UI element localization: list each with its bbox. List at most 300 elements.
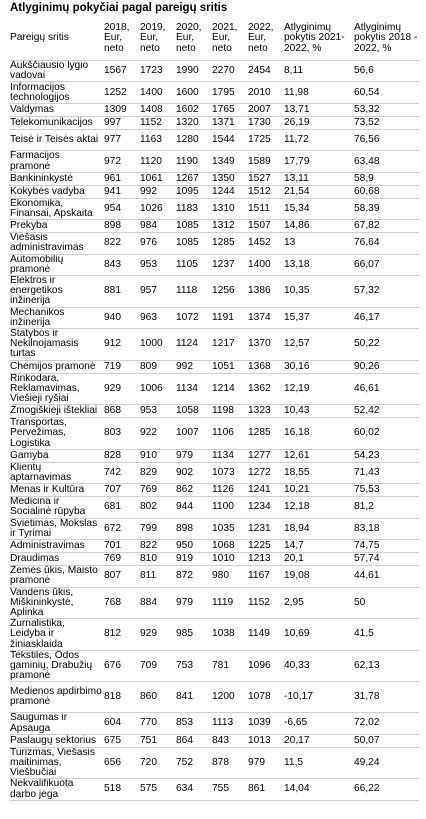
value-2019-cell: 829 xyxy=(139,462,175,483)
value-2022-cell: 1167 xyxy=(247,566,283,587)
change-2021-2022-cell: 18,55 xyxy=(283,462,353,483)
change-2018-2022-cell: 56,6 xyxy=(353,61,419,82)
header-2018: 2018, Eur, neto xyxy=(104,22,130,54)
salary-change-table xyxy=(9,17,419,801)
value-2021-cell: 1312 xyxy=(211,220,247,233)
change-2021-2022-cell: 20,17 xyxy=(283,734,353,747)
value-2018-cell: 881 xyxy=(103,276,139,308)
change-2021-2022-cell: 11,98 xyxy=(283,82,353,104)
table-row xyxy=(9,747,419,779)
value-2018-cell: 868 xyxy=(103,405,139,418)
value-2021-cell: 1035 xyxy=(211,518,247,539)
value-2020-cell: 1124 xyxy=(175,329,211,361)
value-2019-cell: 1061 xyxy=(139,172,175,185)
value-2019-cell: 953 xyxy=(139,405,175,418)
change-2021-2022-cell: 8,11 xyxy=(283,61,353,82)
value-2019-cell: 720 xyxy=(139,747,175,779)
value-2018-cell: 941 xyxy=(103,185,139,198)
value-2019-cell: 575 xyxy=(139,779,175,800)
value-2018-cell: 681 xyxy=(103,497,139,518)
table-row xyxy=(9,619,419,651)
value-2020-cell: 1267 xyxy=(175,172,211,185)
value-2019-cell: 1152 xyxy=(139,117,175,130)
value-2022-cell: 1152 xyxy=(247,587,283,619)
change-2018-2022-cell: 54,23 xyxy=(353,449,419,462)
change-2018-2022-cell: 52,42 xyxy=(353,405,419,418)
value-2022-cell: 1370 xyxy=(247,329,283,361)
change-2021-2022-cell: 16,18 xyxy=(283,418,353,450)
table-row xyxy=(9,484,419,497)
value-2020-cell: 979 xyxy=(175,587,211,619)
sector-cell: Tekstilės, Odos gaminių, Drabužių pramonė xyxy=(9,650,103,682)
value-2022-cell: 2007 xyxy=(247,104,283,117)
value-2022-cell: 1527 xyxy=(247,172,283,185)
change-2021-2022-cell: 13,71 xyxy=(283,104,353,117)
sector-cell: Rinkodara, Reklamavimas, Viešieji ryšiai xyxy=(9,373,103,405)
header-2019: 2019, Eur, neto xyxy=(140,22,166,54)
table-row xyxy=(9,779,419,800)
value-2021-cell: 1068 xyxy=(211,540,247,553)
change-2018-2022-cell: 58,9 xyxy=(353,172,419,185)
value-2018-cell: 803 xyxy=(103,418,139,450)
value-2020-cell: 872 xyxy=(175,566,211,587)
sector-cell: Kokybės vadyba xyxy=(9,185,103,198)
change-2021-2022-cell: 11,5 xyxy=(283,747,353,779)
value-2019-cell: 953 xyxy=(139,254,175,275)
table-row xyxy=(9,61,419,82)
change-2021-2022-cell: 11,72 xyxy=(283,130,353,151)
table-row xyxy=(9,329,419,361)
sector-cell: Elektros ir energetikos inžinerija xyxy=(9,276,103,308)
table-row xyxy=(9,104,419,117)
value-2020-cell: 898 xyxy=(175,518,211,539)
change-2021-2022-cell: 10,43 xyxy=(283,405,353,418)
change-2021-2022-cell: 2,95 xyxy=(283,587,353,619)
value-2019-cell: 1400 xyxy=(139,82,175,104)
change-2021-2022-cell: 18,94 xyxy=(283,518,353,539)
table-row xyxy=(9,734,419,747)
value-2021-cell: 1106 xyxy=(211,418,247,450)
value-2021-cell: 1256 xyxy=(211,276,247,308)
value-2019-cell: 810 xyxy=(139,553,175,566)
header-change-2021-2022: Atlyginimų pokytis 2021-2022, % xyxy=(284,22,345,54)
change-2018-2022-cell: 63,48 xyxy=(353,151,419,172)
table-row xyxy=(9,307,419,328)
value-2020-cell: 1085 xyxy=(175,233,211,254)
table-row xyxy=(9,233,419,254)
change-2021-2022-cell: 12,19 xyxy=(283,373,353,405)
change-2018-2022-cell: 44,61 xyxy=(353,566,419,587)
sector-cell: Medienos apdirbimo pramonė xyxy=(9,682,103,713)
value-2022-cell: 1512 xyxy=(247,185,283,198)
value-2021-cell: 755 xyxy=(211,779,247,800)
change-2021-2022-cell: 14,7 xyxy=(283,540,353,553)
value-2020-cell: 1320 xyxy=(175,117,211,130)
value-2018-cell: 843 xyxy=(103,254,139,275)
value-2020-cell: 1600 xyxy=(175,82,211,104)
change-2018-2022-cell: 83,18 xyxy=(353,518,419,539)
change-2018-2022-cell: 67,82 xyxy=(353,220,419,233)
value-2021-cell: 1191 xyxy=(211,307,247,328)
value-2022-cell: 1225 xyxy=(247,540,283,553)
value-2018-cell: 828 xyxy=(103,449,139,462)
value-2018-cell: 675 xyxy=(103,734,139,747)
sector-cell: Bankininkystė xyxy=(9,172,103,185)
value-2022-cell: 2454 xyxy=(247,61,283,82)
sector-cell: Saugumas ir Apsauga xyxy=(9,713,103,734)
sector-cell: Farmacijos pramonė xyxy=(9,151,103,172)
value-2019-cell: 992 xyxy=(139,185,175,198)
table-row xyxy=(9,373,419,405)
value-2020-cell: 950 xyxy=(175,540,211,553)
change-2018-2022-cell: 60,54 xyxy=(353,82,419,104)
value-2021-cell: 1349 xyxy=(211,151,247,172)
value-2022-cell: 1511 xyxy=(247,198,283,219)
value-2018-cell: 672 xyxy=(103,518,139,539)
value-2021-cell: 1073 xyxy=(211,462,247,483)
value-2022-cell: 1400 xyxy=(247,254,283,275)
value-2020-cell: 864 xyxy=(175,734,211,747)
change-2018-2022-cell: 58,39 xyxy=(353,198,419,219)
change-2018-2022-cell: 75,53 xyxy=(353,484,419,497)
sector-cell: Administravimas xyxy=(9,540,103,553)
change-2021-2022-cell: 12,18 xyxy=(283,497,353,518)
value-2021-cell: 1038 xyxy=(211,619,247,651)
sector-cell: Statybos ir Nekilnojamasis turtas xyxy=(9,329,103,361)
value-2018-cell: 719 xyxy=(103,360,139,373)
change-2021-2022-cell: 13,18 xyxy=(283,254,353,275)
change-2021-2022-cell: 14,86 xyxy=(283,220,353,233)
change-2018-2022-cell: 41,5 xyxy=(353,619,419,651)
change-2018-2022-cell: 71,43 xyxy=(353,462,419,483)
sector-cell: Turizmas, Viešasis maitinimas, Viešbučiai xyxy=(9,747,103,779)
sector-cell: Viešasis administravimas xyxy=(9,233,103,254)
value-2021-cell: 1134 xyxy=(211,449,247,462)
table-body xyxy=(9,61,419,801)
header-row xyxy=(9,17,419,61)
change-2021-2022-cell: 19,08 xyxy=(283,566,353,587)
value-2019-cell: 1026 xyxy=(139,198,175,219)
value-2020-cell: 1602 xyxy=(175,104,211,117)
value-2021-cell: 1350 xyxy=(211,172,247,185)
sector-cell: Informacijos technologijos xyxy=(9,82,103,104)
value-2020-cell: 919 xyxy=(175,553,211,566)
value-2020-cell: 841 xyxy=(175,682,211,713)
value-2021-cell: 1010 xyxy=(211,553,247,566)
value-2018-cell: 912 xyxy=(103,329,139,361)
change-2018-2022-cell: 62,13 xyxy=(353,650,419,682)
value-2018-cell: 954 xyxy=(103,198,139,219)
value-2021-cell: 1051 xyxy=(211,360,247,373)
table-row xyxy=(9,172,419,185)
change-2018-2022-cell: 50 xyxy=(353,587,419,619)
change-2021-2022-cell: 21,54 xyxy=(283,185,353,198)
sector-cell: Automobilių pramonė xyxy=(9,254,103,275)
value-2020-cell: 1990 xyxy=(175,61,211,82)
table-row xyxy=(9,449,419,462)
sector-cell: Medicina ir Socialinė rūpyba xyxy=(9,497,103,518)
value-2021-cell: 878 xyxy=(211,747,247,779)
sector-cell: Teisė ir Teisės aktai xyxy=(9,130,103,151)
sector-cell: Ekonomika, Finansai, Apskaita xyxy=(9,198,103,219)
value-2021-cell: 1214 xyxy=(211,373,247,405)
change-2021-2022-cell: 15,37 xyxy=(283,307,353,328)
sector-cell: Menas ir Kultūra xyxy=(9,484,103,497)
change-2021-2022-cell: 15,34 xyxy=(283,198,353,219)
sector-cell: Prekyba xyxy=(9,220,103,233)
value-2019-cell: 963 xyxy=(139,307,175,328)
sector-cell: Žmogiškieji ištekliai xyxy=(9,405,103,418)
value-2018-cell: 604 xyxy=(103,713,139,734)
change-2018-2022-cell: 73,52 xyxy=(353,117,419,130)
value-2020-cell: 1085 xyxy=(175,220,211,233)
value-2020-cell: 902 xyxy=(175,462,211,483)
value-2021-cell: 1795 xyxy=(211,82,247,104)
value-2021-cell: 1544 xyxy=(211,130,247,151)
change-2021-2022-cell: 10,21 xyxy=(283,484,353,497)
value-2018-cell: 977 xyxy=(103,130,139,151)
value-2022-cell: 1277 xyxy=(247,449,283,462)
value-2019-cell: 811 xyxy=(139,566,175,587)
change-2018-2022-cell: 53,32 xyxy=(353,104,419,117)
value-2018-cell: 818 xyxy=(103,682,139,713)
header-sector: Pareigų sritis xyxy=(10,32,69,44)
value-2021-cell: 1126 xyxy=(211,484,247,497)
change-2018-2022-cell: 50,22 xyxy=(353,329,419,361)
table-row xyxy=(9,682,419,713)
value-2020-cell: 944 xyxy=(175,497,211,518)
value-2020-cell: 1280 xyxy=(175,130,211,151)
value-2018-cell: 707 xyxy=(103,484,139,497)
change-2018-2022-cell: 57,74 xyxy=(353,553,419,566)
change-2018-2022-cell: 66,22 xyxy=(353,779,419,800)
table-row xyxy=(9,566,419,587)
table-row xyxy=(9,650,419,682)
value-2021-cell: 1237 xyxy=(211,254,247,275)
value-2018-cell: 742 xyxy=(103,462,139,483)
value-2022-cell: 1013 xyxy=(247,734,283,747)
value-2021-cell: 1100 xyxy=(211,497,247,518)
table-row xyxy=(9,462,419,483)
value-2022-cell: 1725 xyxy=(247,130,283,151)
value-2021-cell: 1244 xyxy=(211,185,247,198)
value-2021-cell: 843 xyxy=(211,734,247,747)
value-2018-cell: 676 xyxy=(103,650,139,682)
change-2021-2022-cell: 12,57 xyxy=(283,329,353,361)
value-2019-cell: 1408 xyxy=(139,104,175,117)
table-row xyxy=(9,220,419,233)
value-2022-cell: 2010 xyxy=(247,82,283,104)
value-2020-cell: 1007 xyxy=(175,418,211,450)
value-2018-cell: 972 xyxy=(103,151,139,172)
value-2019-cell: 957 xyxy=(139,276,175,308)
table-row xyxy=(9,713,419,734)
change-2018-2022-cell: 81,2 xyxy=(353,497,419,518)
table-row xyxy=(9,405,419,418)
value-2018-cell: 701 xyxy=(103,540,139,553)
value-2020-cell: 862 xyxy=(175,484,211,497)
sector-cell: Nekvalifikuota darbo jėga xyxy=(9,779,103,800)
change-2021-2022-cell: -10,17 xyxy=(283,682,353,713)
change-2021-2022-cell: 30,16 xyxy=(283,360,353,373)
value-2018-cell: 822 xyxy=(103,233,139,254)
value-2019-cell: 860 xyxy=(139,682,175,713)
change-2021-2022-cell: 12,61 xyxy=(283,449,353,462)
value-2019-cell: 976 xyxy=(139,233,175,254)
value-2019-cell: 751 xyxy=(139,734,175,747)
value-2020-cell: 979 xyxy=(175,449,211,462)
value-2021-cell: 1217 xyxy=(211,329,247,361)
change-2021-2022-cell: 26,19 xyxy=(283,117,353,130)
value-2021-cell: 781 xyxy=(211,650,247,682)
value-2021-cell: 1200 xyxy=(211,682,247,713)
value-2019-cell: 1163 xyxy=(139,130,175,151)
value-2022-cell: 861 xyxy=(247,779,283,800)
change-2021-2022-cell: 14,04 xyxy=(283,779,353,800)
value-2022-cell: 1589 xyxy=(247,151,283,172)
value-2019-cell: 922 xyxy=(139,418,175,450)
table-row xyxy=(9,151,419,172)
value-2020-cell: 1134 xyxy=(175,373,211,405)
change-2021-2022-cell: 20,1 xyxy=(283,553,353,566)
value-2021-cell: 1371 xyxy=(211,117,247,130)
value-2019-cell: 709 xyxy=(139,650,175,682)
table-row xyxy=(9,185,419,198)
value-2021-cell: 1310 xyxy=(211,198,247,219)
value-2020-cell: 752 xyxy=(175,747,211,779)
change-2018-2022-cell: 76,56 xyxy=(353,130,419,151)
change-2018-2022-cell: 60,02 xyxy=(353,418,419,450)
value-2020-cell: 853 xyxy=(175,713,211,734)
value-2022-cell: 1234 xyxy=(247,497,283,518)
value-2019-cell: 1000 xyxy=(139,329,175,361)
value-2020-cell: 1105 xyxy=(175,254,211,275)
change-2021-2022-cell: 40,33 xyxy=(283,650,353,682)
table-row xyxy=(9,198,419,219)
sector-cell: Transportas, Pervežimas, Logistika xyxy=(9,418,103,450)
value-2021-cell: 980 xyxy=(211,566,247,587)
change-2018-2022-cell: 50,07 xyxy=(353,734,419,747)
change-2021-2022-cell: 13 xyxy=(283,233,353,254)
value-2021-cell: 1113 xyxy=(211,713,247,734)
value-2020-cell: 1072 xyxy=(175,307,211,328)
value-2022-cell: 1213 xyxy=(247,553,283,566)
value-2019-cell: 770 xyxy=(139,713,175,734)
sector-cell: Klientų aptarnavimas xyxy=(9,462,103,483)
value-2021-cell: 1198 xyxy=(211,405,247,418)
value-2018-cell: 1567 xyxy=(103,61,139,82)
header-change-2018-2022: Atlyginimų pokytis 2018 - 2022, % xyxy=(354,22,418,54)
change-2018-2022-cell: 46,17 xyxy=(353,307,419,328)
header-2020: 2020, Eur, neto xyxy=(176,22,202,54)
change-2018-2022-cell: 57,32 xyxy=(353,276,419,308)
value-2022-cell: 1507 xyxy=(247,220,283,233)
value-2022-cell: 1149 xyxy=(247,619,283,651)
change-2021-2022-cell: -6,65 xyxy=(283,713,353,734)
value-2019-cell: 799 xyxy=(139,518,175,539)
value-2019-cell: 1006 xyxy=(139,373,175,405)
change-2018-2022-cell: 90,26 xyxy=(353,360,419,373)
change-2018-2022-cell: 74,75 xyxy=(353,540,419,553)
value-2020-cell: 753 xyxy=(175,650,211,682)
value-2018-cell: 656 xyxy=(103,747,139,779)
value-2019-cell: 769 xyxy=(139,484,175,497)
value-2021-cell: 1285 xyxy=(211,233,247,254)
value-2019-cell: 884 xyxy=(139,587,175,619)
value-2022-cell: 1039 xyxy=(247,713,283,734)
value-2019-cell: 910 xyxy=(139,449,175,462)
page-title: Atlyginimų pokyčiai pagal pareigų sritis xyxy=(10,2,228,14)
value-2018-cell: 997 xyxy=(103,117,139,130)
sector-cell: Vandens ūkis, Miškininkystė, Aplinka xyxy=(9,587,103,619)
table-row xyxy=(9,553,419,566)
sector-cell: Chemijos pramonė xyxy=(9,360,103,373)
value-2022-cell: 1231 xyxy=(247,518,283,539)
value-2021-cell: 1119 xyxy=(211,587,247,619)
sector-cell: Valdymas xyxy=(9,104,103,117)
change-2021-2022-cell: 13,11 xyxy=(283,172,353,185)
sector-cell: Žurnalistika, Leidyba ir žiniasklaida xyxy=(9,619,103,651)
value-2018-cell: 518 xyxy=(103,779,139,800)
value-2018-cell: 898 xyxy=(103,220,139,233)
value-2021-cell: 1765 xyxy=(211,104,247,117)
sector-cell: Žemės ūkis, Maisto pramonė xyxy=(9,566,103,587)
sector-cell: Mechanikos inžinerija xyxy=(9,307,103,328)
value-2020-cell: 1058 xyxy=(175,405,211,418)
value-2019-cell: 1723 xyxy=(139,61,175,82)
value-2020-cell: 634 xyxy=(175,779,211,800)
change-2018-2022-cell: 66,07 xyxy=(353,254,419,275)
value-2018-cell: 812 xyxy=(103,619,139,651)
value-2020-cell: 985 xyxy=(175,619,211,651)
value-2019-cell: 809 xyxy=(139,360,175,373)
value-2022-cell: 1452 xyxy=(247,233,283,254)
value-2018-cell: 940 xyxy=(103,307,139,328)
value-2020-cell: 1190 xyxy=(175,151,211,172)
value-2018-cell: 1252 xyxy=(103,82,139,104)
value-2022-cell: 1374 xyxy=(247,307,283,328)
value-2018-cell: 807 xyxy=(103,566,139,587)
value-2018-cell: 961 xyxy=(103,172,139,185)
header-2022: 2022, Eur, neto xyxy=(248,22,274,54)
value-2020-cell: 1095 xyxy=(175,185,211,198)
value-2022-cell: 1272 xyxy=(247,462,283,483)
table-row xyxy=(9,587,419,619)
value-2019-cell: 1120 xyxy=(139,151,175,172)
table-row xyxy=(9,117,419,130)
change-2021-2022-cell: 10,35 xyxy=(283,276,353,308)
table-row xyxy=(9,130,419,151)
change-2021-2022-cell: 10,69 xyxy=(283,619,353,651)
table-row xyxy=(9,497,419,518)
sector-cell: Švietimas, Mokslas ir Tyrimai xyxy=(9,518,103,539)
value-2018-cell: 768 xyxy=(103,587,139,619)
sector-cell: Telekomunikacijos xyxy=(9,117,103,130)
sector-cell: Aukščiausio lygio vadovai xyxy=(9,61,103,82)
change-2021-2022-cell: 17,79 xyxy=(283,151,353,172)
value-2019-cell: 984 xyxy=(139,220,175,233)
value-2022-cell: 1368 xyxy=(247,360,283,373)
sector-cell: Draudimas xyxy=(9,553,103,566)
value-2022-cell: 979 xyxy=(247,747,283,779)
value-2020-cell: 992 xyxy=(175,360,211,373)
value-2022-cell: 1078 xyxy=(247,682,283,713)
value-2018-cell: 769 xyxy=(103,553,139,566)
change-2018-2022-cell: 49,24 xyxy=(353,747,419,779)
value-2022-cell: 1730 xyxy=(247,117,283,130)
table-row xyxy=(9,82,419,104)
change-2018-2022-cell: 46,61 xyxy=(353,373,419,405)
